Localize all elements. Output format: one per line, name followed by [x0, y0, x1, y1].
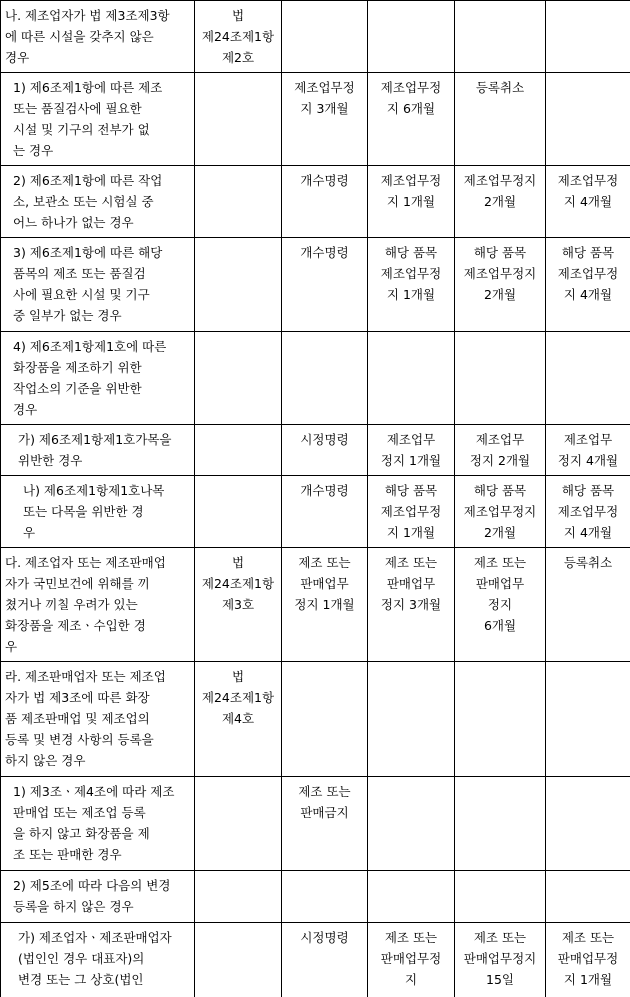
cell-text-line: 판매업무 [284, 573, 365, 594]
cell-text-line: 4) 제6조제1항제1호에 따른 [13, 336, 191, 357]
third-violation-penalty-cell [455, 332, 546, 425]
cell-text-line: 다. 제조업자 또는 제조판매업 [5, 552, 191, 573]
legal-basis-cell [195, 923, 282, 997]
cell-text-line: 시정명령 [284, 927, 365, 948]
table-row [1, 548, 630, 662]
cell-text-line: 소, 보관소 또는 시험실 중 [13, 191, 191, 212]
cell-text-line: 제조업무정 [548, 501, 628, 522]
cell-text-line: 어느 하나가 없는 경우 [13, 212, 191, 233]
cell-text-line: 1) 제6조제1항에 따른 제조 [13, 77, 191, 98]
cell-text-line: 제4호 [197, 708, 279, 729]
cell-text-line: 정지 1개월 [284, 594, 365, 615]
cell-text-line: 또는 품질검사에 필요한 [13, 98, 191, 119]
first-violation-penalty-cell [282, 777, 368, 871]
cell-text-line: 품목의 제조 또는 품질검 [13, 263, 191, 284]
cell-text-line: 위반한 경우 [18, 450, 191, 471]
cell-text-line: 해당 품목 [548, 480, 628, 501]
cell-text-line: 제조 또는 [548, 927, 628, 948]
cell-text-line: 조 또는 판매한 경우 [13, 844, 191, 865]
table-row [1, 923, 630, 997]
cell-text-line: 하지 않은 경우 [5, 750, 191, 771]
first-violation-penalty-cell [282, 425, 368, 476]
violation-cell [1, 166, 195, 238]
violation-cell [1, 548, 195, 662]
table-row [1, 662, 630, 777]
second-violation-penalty-cell [368, 923, 455, 997]
third-violation-penalty-cell [455, 476, 546, 548]
cell-text-line: 제조업무정 [370, 77, 452, 98]
violation-cell [1, 923, 195, 997]
cell-text-line: 3) 제6조제1항에 따른 해당 [13, 242, 191, 263]
third-violation-penalty-cell [455, 662, 546, 777]
third-violation-penalty-cell [455, 166, 546, 238]
table-row [1, 238, 630, 332]
legal-basis-cell [195, 425, 282, 476]
cell-text-line: 라. 제조판매업자 또는 제조업 [5, 666, 191, 687]
cell-text-line: 가) 제조업자ㆍ제조판매업자 [18, 927, 191, 948]
cell-text-line: 판매업무정 [548, 948, 628, 969]
cell-text-line: 을 하지 않고 화장품을 제 [13, 823, 191, 844]
second-violation-penalty-cell [368, 166, 455, 238]
cell-text-line: 등록 및 변경 사항의 등록을 [5, 729, 191, 750]
violation-cell [1, 777, 195, 871]
fourth-violation-penalty-cell [546, 476, 630, 548]
fourth-violation-penalty-cell [546, 332, 630, 425]
third-violation-penalty-cell [455, 923, 546, 997]
cell-text-line: 제조 또는 [457, 927, 543, 948]
cell-text-line: 또는 다목을 위반한 경 [23, 501, 191, 522]
third-violation-penalty-cell [455, 1, 546, 73]
first-violation-penalty-cell [282, 73, 368, 166]
cell-text-line: 제24조제1항 [197, 687, 279, 708]
cell-text-line: 우 [23, 522, 191, 543]
cell-text-line: 해당 품목 [548, 242, 628, 263]
cell-text-line: 지 3개월 [284, 98, 365, 119]
third-violation-penalty-cell [455, 425, 546, 476]
table-row [1, 777, 630, 871]
third-violation-penalty-cell [455, 548, 546, 662]
cell-text-line: 등록을 하지 않은 경우 [13, 896, 191, 917]
cell-text-line: 해당 품목 [457, 242, 543, 263]
cell-text-line: 판매업무정지 [457, 948, 543, 969]
legal-basis-cell [195, 332, 282, 425]
cell-text-line: 변경 또는 그 상호(법인 [18, 969, 191, 990]
cell-text-line: 해당 품목 [370, 480, 452, 501]
cell-text-line: 정지 3개월 [370, 594, 452, 615]
table-row [1, 1, 630, 73]
second-violation-penalty-cell [368, 332, 455, 425]
table-row [1, 425, 630, 476]
first-violation-penalty-cell [282, 871, 368, 923]
cell-text-line: 지 1개월 [370, 191, 452, 212]
cell-text-line: 2) 제6조제1항에 따른 작업 [13, 170, 191, 191]
cell-text-line: 작업소의 기준을 위반한 [13, 378, 191, 399]
cell-text-line: 나. 제조업자가 법 제3조제3항 [5, 5, 191, 26]
legal-basis-cell [195, 548, 282, 662]
cell-text-line: 지 4개월 [548, 284, 628, 305]
cell-text-line: 판매업무 [457, 573, 543, 594]
cell-text-line: 제24조제1항 [197, 573, 279, 594]
legal-basis-cell [195, 1, 282, 73]
first-violation-penalty-cell [282, 332, 368, 425]
table-row [1, 871, 630, 923]
first-violation-penalty-cell [282, 476, 368, 548]
cell-text-line: 제조업무 [548, 429, 628, 450]
second-violation-penalty-cell [368, 777, 455, 871]
cell-text-line: 해당 품목 [457, 480, 543, 501]
cell-text-line: 품 제조판매업 및 제조업의 [5, 708, 191, 729]
violation-cell [1, 425, 195, 476]
cell-text-line: 등록취소 [457, 77, 543, 98]
violation-cell [1, 238, 195, 332]
violation-cell [1, 476, 195, 548]
cell-text-line: 제조업무정 [284, 77, 365, 98]
third-violation-penalty-cell [455, 238, 546, 332]
cell-text-line: 제조업무정 [370, 170, 452, 191]
cell-text-line: 6개월 [457, 615, 543, 636]
second-violation-penalty-cell [368, 871, 455, 923]
second-violation-penalty-cell [368, 1, 455, 73]
cell-text-line: 판매업 또는 제조업 등록 [13, 802, 191, 823]
cell-text-line: 제2호 [197, 47, 279, 68]
table-row [1, 166, 630, 238]
cell-text-line: (법인인 경우 대표자)의 [18, 948, 191, 969]
cell-text-line: 15일 [457, 969, 543, 990]
cell-text-line: 제3호 [197, 594, 279, 615]
legal-basis-cell [195, 476, 282, 548]
fourth-violation-penalty-cell [546, 548, 630, 662]
third-violation-penalty-cell [455, 73, 546, 166]
cell-text-line: 우 [5, 636, 191, 657]
cell-text-line: 등록취소 [548, 552, 628, 573]
second-violation-penalty-cell [368, 238, 455, 332]
legal-basis-cell [195, 662, 282, 777]
cell-text-line: 지 1개월 [370, 284, 452, 305]
cell-text-line: 시정명령 [284, 429, 365, 450]
cell-text-line: 판매업무정 [370, 948, 452, 969]
cell-text-line: 제조업무 [370, 429, 452, 450]
legal-basis-cell [195, 73, 282, 166]
fourth-violation-penalty-cell [546, 166, 630, 238]
cell-text-line: 2개월 [457, 284, 543, 305]
cell-text-line: 제조업무정지 [457, 263, 543, 284]
cell-text-line: 제24조제1항 [197, 26, 279, 47]
fourth-violation-penalty-cell [546, 425, 630, 476]
cell-text-line: 지 6개월 [370, 98, 452, 119]
cell-text-line: 제조업무정지 [457, 170, 543, 191]
cell-text-line: 가) 제6조제1항제1호가목을 [18, 429, 191, 450]
cell-text-line: 제조 또는 [284, 552, 365, 573]
penalty-table-body [1, 1, 630, 997]
cell-text-line: 판매업무 [370, 573, 452, 594]
cell-text-line: 에 따른 시설을 갖추지 않은 [5, 26, 191, 47]
cell-text-line: 1) 제3조ㆍ제4조에 따라 제조 [13, 781, 191, 802]
violation-cell [1, 1, 195, 73]
cell-text-line: 지 1개월 [370, 522, 452, 543]
cell-text-line: 지 4개월 [548, 522, 628, 543]
fourth-violation-penalty-cell [546, 73, 630, 166]
cell-text-line: 2개월 [457, 191, 543, 212]
second-violation-penalty-cell [368, 73, 455, 166]
cell-text-line: 제조 또는 [457, 552, 543, 573]
cell-text-line: 법 [197, 552, 279, 573]
cell-text-line: 판매금지 [284, 802, 365, 823]
cell-text-line: 개수명령 [284, 242, 365, 263]
cell-text-line: 경우 [5, 47, 191, 68]
cell-text-line: 법 [197, 5, 279, 26]
cell-text-line: 개수명령 [284, 170, 365, 191]
fourth-violation-penalty-cell [546, 777, 630, 871]
cell-text-line: 제조업무정 [370, 501, 452, 522]
legal-basis-cell [195, 777, 282, 871]
second-violation-penalty-cell [368, 548, 455, 662]
fourth-violation-penalty-cell [546, 871, 630, 923]
third-violation-penalty-cell [455, 871, 546, 923]
cell-text-line: 정지 [457, 594, 543, 615]
cell-text-line: 시설 및 기구의 전부가 없 [13, 119, 191, 140]
cell-text-line: 법 [197, 666, 279, 687]
legal-basis-cell [195, 166, 282, 238]
legal-basis-cell [195, 238, 282, 332]
first-violation-penalty-cell [282, 548, 368, 662]
cell-text-line: 2) 제5조에 따라 다음의 변경 [13, 875, 191, 896]
violation-cell [1, 73, 195, 166]
cell-text-line: 제조 또는 [284, 781, 365, 802]
first-violation-penalty-cell [282, 923, 368, 997]
cell-text-line: 제조업무정 [548, 170, 628, 191]
cell-text-line: 해당 품목 [370, 242, 452, 263]
cell-text-line: 중 일부가 없는 경우 [13, 305, 191, 326]
first-violation-penalty-cell [282, 1, 368, 73]
first-violation-penalty-cell [282, 166, 368, 238]
cell-text-line: 정지 1개월 [370, 450, 452, 471]
table-row [1, 476, 630, 548]
fourth-violation-penalty-cell [546, 662, 630, 777]
cell-text-line: 지 1개월 [548, 969, 628, 990]
cell-text-line: 제조 또는 [370, 927, 452, 948]
legal-basis-cell [195, 871, 282, 923]
first-violation-penalty-cell [282, 662, 368, 777]
cell-text-line: 제조 또는 [370, 552, 452, 573]
cell-text-line: 제조업무 [457, 429, 543, 450]
fourth-violation-penalty-cell [546, 238, 630, 332]
third-violation-penalty-cell [455, 777, 546, 871]
cell-text-line: 제조업무정 [548, 263, 628, 284]
second-violation-penalty-cell [368, 425, 455, 476]
cell-text-line: 화장품을 제조하기 위한 [13, 357, 191, 378]
cell-text-line: 는 경우 [13, 140, 191, 161]
table-row [1, 332, 630, 425]
cell-text-line: 사에 필요한 시설 및 기구 [13, 284, 191, 305]
cell-text-line: 지 4개월 [548, 191, 628, 212]
cell-text-line: 정지 4개월 [548, 450, 628, 471]
violation-cell [1, 662, 195, 777]
cell-text-line: 정지 2개월 [457, 450, 543, 471]
cell-text-line: 지 [370, 969, 452, 990]
fourth-violation-penalty-cell [546, 923, 630, 997]
cell-text-line: 개수명령 [284, 480, 365, 501]
table-row [1, 73, 630, 166]
cell-text-line: 제조업무정 [370, 263, 452, 284]
cell-text-line: 2개월 [457, 522, 543, 543]
second-violation-penalty-cell [368, 476, 455, 548]
cell-text-line: 자가 국민보건에 위해를 끼 [5, 573, 191, 594]
cell-text-line: 경우 [13, 399, 191, 420]
cell-text-line: 나) 제6조제1항제1호나목 [23, 480, 191, 501]
violation-cell [1, 871, 195, 923]
cell-text-line: 제조업무정지 [457, 501, 543, 522]
cell-text-line: 화장품을 제조ㆍ수입한 경 [5, 615, 191, 636]
second-violation-penalty-cell [368, 662, 455, 777]
cell-text-line: 자가 법 제3조에 따른 화장 [5, 687, 191, 708]
violation-cell [1, 332, 195, 425]
fourth-violation-penalty-cell [546, 1, 630, 73]
first-violation-penalty-cell [282, 238, 368, 332]
cell-text-line: 쳤거나 끼칠 우려가 있는 [5, 594, 191, 615]
